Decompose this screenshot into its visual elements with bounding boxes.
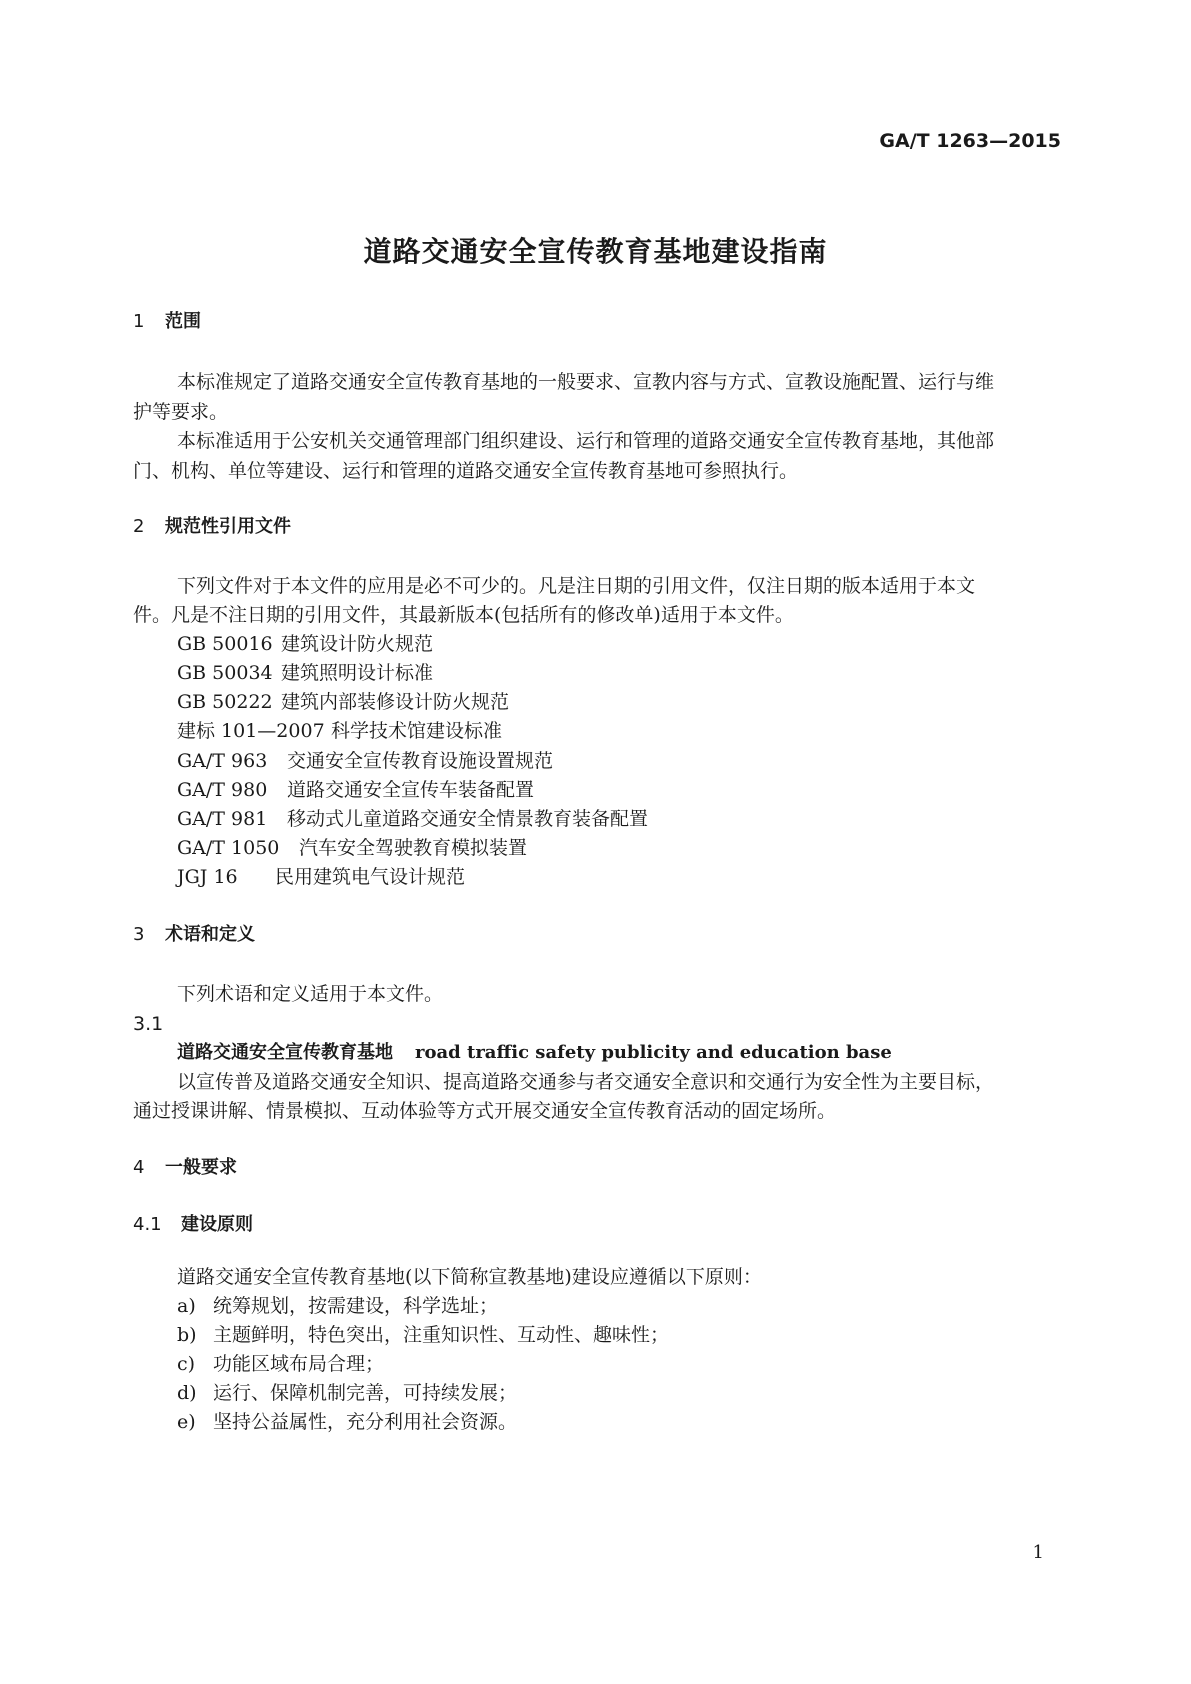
term-english: road traffic safety publicity and education base (415, 1042, 892, 1063)
reference-name: 汽车安全驾驶教育模拟装置 (299, 837, 528, 859)
list-marker: a) (177, 1295, 196, 1317)
section-title: 一般要求 (165, 1157, 237, 1178)
reference-name: 科学技术馆建设标准 (331, 720, 503, 742)
reference-item (177, 806, 648, 832)
paragraph-line: 护等要求。 (133, 401, 229, 423)
paragraph-line: 道路交通安全宣传教育基地(以下简称宣教基地)建设应遵循以下原则： (177, 1266, 762, 1288)
document-title: 道路交通安全宣传教育基地建设指南 (363, 235, 828, 268)
list-marker: c) (177, 1353, 196, 1375)
reference-code: GA/T 981 (177, 808, 268, 830)
list-text: 统筹规划，按需建设，科学选址； (213, 1295, 499, 1317)
reference-code: GA/T 963 (177, 750, 268, 772)
list-item (177, 1351, 384, 1377)
reference-item (177, 689, 509, 715)
list-marker: d) (177, 1382, 197, 1404)
subsection-number: 4.1 (133, 1214, 162, 1235)
reference-name: 交通安全宣传教育设施设置规范 (287, 750, 554, 772)
reference-code: GA/T 980 (177, 779, 268, 801)
subsection-4-1-heading (133, 1212, 253, 1238)
reference-code: 建标 101—2007 (177, 720, 325, 742)
reference-name: 道路交通安全宣传车装备配置 (287, 779, 535, 801)
reference-name: 建筑内部装修设计防火规范 (281, 691, 510, 713)
section-title: 术语和定义 (165, 924, 255, 945)
paragraph-line: 下列术语和定义适用于本文件。 (177, 983, 444, 1005)
section-4-heading (133, 1155, 237, 1181)
reference-name: 建筑照明设计标准 (281, 662, 434, 684)
standard-code: GA/T 1263—2015 (879, 130, 1061, 152)
paragraph-line: 下列文件对于本文件的应用是必不可少的。凡是注日期的引用文件，仅注日期的版本适用于本文 (177, 575, 976, 597)
section-number: 2 (133, 516, 145, 537)
section-3-heading (133, 922, 255, 948)
reference-name: 民用建筑电气设计规范 (275, 866, 466, 888)
section-number: 4 (133, 1157, 145, 1178)
list-marker: e) (177, 1411, 196, 1433)
page-number: 1 (1032, 1542, 1044, 1563)
reference-item (177, 864, 465, 890)
list-text: 运行、保障机制完善，可持续发展； (213, 1382, 518, 1404)
section-2-heading (133, 514, 291, 540)
reference-item (177, 777, 534, 803)
paragraph-line: 件。凡是不注日期的引用文件，其最新版本(包括所有的修改单)适用于本文件。 (133, 604, 794, 626)
list-text: 坚持公益属性，充分利用社会资源。 (213, 1411, 518, 1433)
list-item (177, 1409, 517, 1435)
list-item (177, 1380, 517, 1406)
term-entry (177, 1040, 892, 1066)
list-item (177, 1293, 498, 1319)
section-number: 1 (133, 311, 145, 332)
section-title: 规范性引用文件 (165, 516, 291, 537)
reference-code: GB 50222 (177, 691, 273, 713)
reference-item (177, 835, 527, 861)
reference-code: JGJ 16 (177, 866, 238, 888)
reference-name: 移动式儿童道路交通安全情景教育装备配置 (287, 808, 649, 830)
section-title: 范围 (165, 311, 201, 332)
list-text: 功能区域布局合理； (213, 1353, 385, 1375)
reference-code: GA/T 1050 (177, 837, 280, 859)
paragraph-line: 本标准规定了道路交通安全宣传教育基地的一般要求、宣教内容与方式、宣教设施配置、运行与维 (177, 371, 995, 393)
reference-item (177, 631, 433, 657)
section-1-heading (133, 309, 201, 335)
reference-code: GB 50034 (177, 662, 273, 684)
list-item (177, 1322, 669, 1348)
definition-line: 通过授课讲解、情景模拟、互动体验等方式开展交通安全宣传教育活动的固定场所。 (133, 1100, 837, 1122)
subsection-title: 建设原则 (181, 1214, 253, 1235)
reference-name: 建筑设计防火规范 (281, 633, 434, 655)
reference-item (177, 718, 502, 744)
list-text: 主题鲜明，特色突出，注重知识性、互动性、趣味性； (213, 1324, 670, 1346)
paragraph-line: 本标准适用于公安机关交通管理部门组织建设、运行和管理的道路交通安全宣传教育基地，其他部 (177, 430, 995, 452)
term-chinese: 道路交通安全宣传教育基地 (177, 1042, 393, 1063)
reference-item (177, 748, 553, 774)
reference-code: GB 50016 (177, 633, 273, 655)
subsection-number: 3.1 (133, 1013, 164, 1035)
section-number: 3 (133, 924, 145, 945)
list-marker: b) (177, 1324, 197, 1346)
paragraph-line: 门、机构、单位等建设、运行和管理的道路交通安全宣传教育基地可参照执行。 (133, 460, 799, 482)
reference-item (177, 660, 433, 686)
definition-line: 以宣传普及道路交通安全知识、提高道路交通参与者交通安全意识和交通行为安全性为主要目标， (177, 1071, 995, 1093)
